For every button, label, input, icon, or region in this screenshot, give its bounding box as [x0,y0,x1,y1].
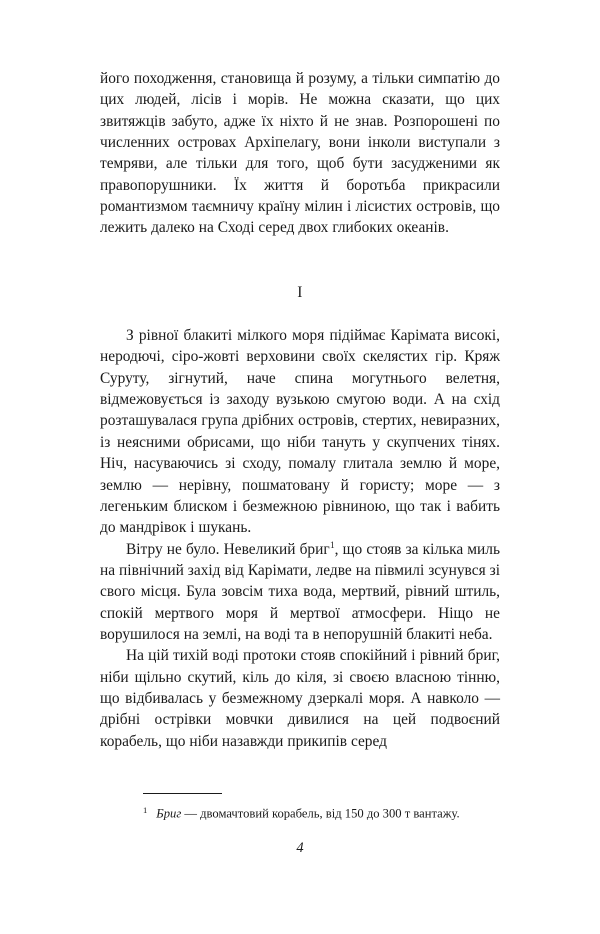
page-text-block [100,68,500,752]
footnote-area [143,793,500,823]
paragraph-2-text-before-footnote: Вітру не було. Невеликий бриг [126,540,330,558]
paragraph-2 [100,539,500,646]
paragraph-1: З рівної блакиті мілкого моря підіймає Карімата високі, неродючі, сіро-жовті верховини своїх скелястих гір. Кряж Суруту, зігнутий, наче спина могутнього велетня, відмежовується із заходу вузькою смугою води. А на схід розташувалася група дрібних островів, стертих, невиразних, із неясними обрисами, що ніби тануть у скупчених тінях. Ніч, насуваючись зі сходу, помалу глитала землю й море, землю — нерівну, пошматовану й гористу; море — з легеньким блиском і безмежною рівниною, що так і вабить до мандрівок і шукань. [100,327,500,537]
footnote-term: Бриг [156,806,182,821]
footnote-definition: — двомачтовий корабель, від 150 до 300 т вантажу. [181,806,460,821]
footnote-entry [143,802,500,823]
footnote-separator-rule [143,793,222,794]
paragraph-continued: його походження, становища й розуму, а тільки симпатію до цих людей, лісів і морів. Не можна сказати, що цих звитяжців забуто, адже їх ніхто й не знав. Розпорошені по численних островах Архіпелагу, вони інколи виступали з темряви, але тільки для того, щоб бути засудженими як правопорушники. Їх життя й боротьба прикрасили романтизмом таємничу країну мілин і лісистих островів, що лежить далеко на Сході серед двох глибоких океанів. [100,70,500,237]
paragraph-2-text-after-footnote: , що стояв за кілька миль на північний захід від Карімати, ледве на півмилі зсунувся зі свого місця. Була зовсім тиха вода, мертвий, рівний штиль, спокій мертвого моря й мертвої атмосфери. Ніщо не ворушилося на землі, на воді та в непорушній блакиті неба. [100,540,500,643]
chapter-number: I [297,283,303,301]
footnote-number: 1 [143,805,148,815]
footnote-reference-marker[interactable]: 1 [329,541,335,552]
paragraph-3: На цій тихій воді протоки стояв спокійний і рівний бриг, ніби щільно скутий, кіль до кіля, зі своєю власною тінню, що відбивалась у безмежному дзеркалі моря. А навколо — дрібні острівки мовчки дивилися на цей подвоєний корабель, що ніби назавжди прикипів серед [100,647,500,750]
page-number: 4 [296,840,304,856]
